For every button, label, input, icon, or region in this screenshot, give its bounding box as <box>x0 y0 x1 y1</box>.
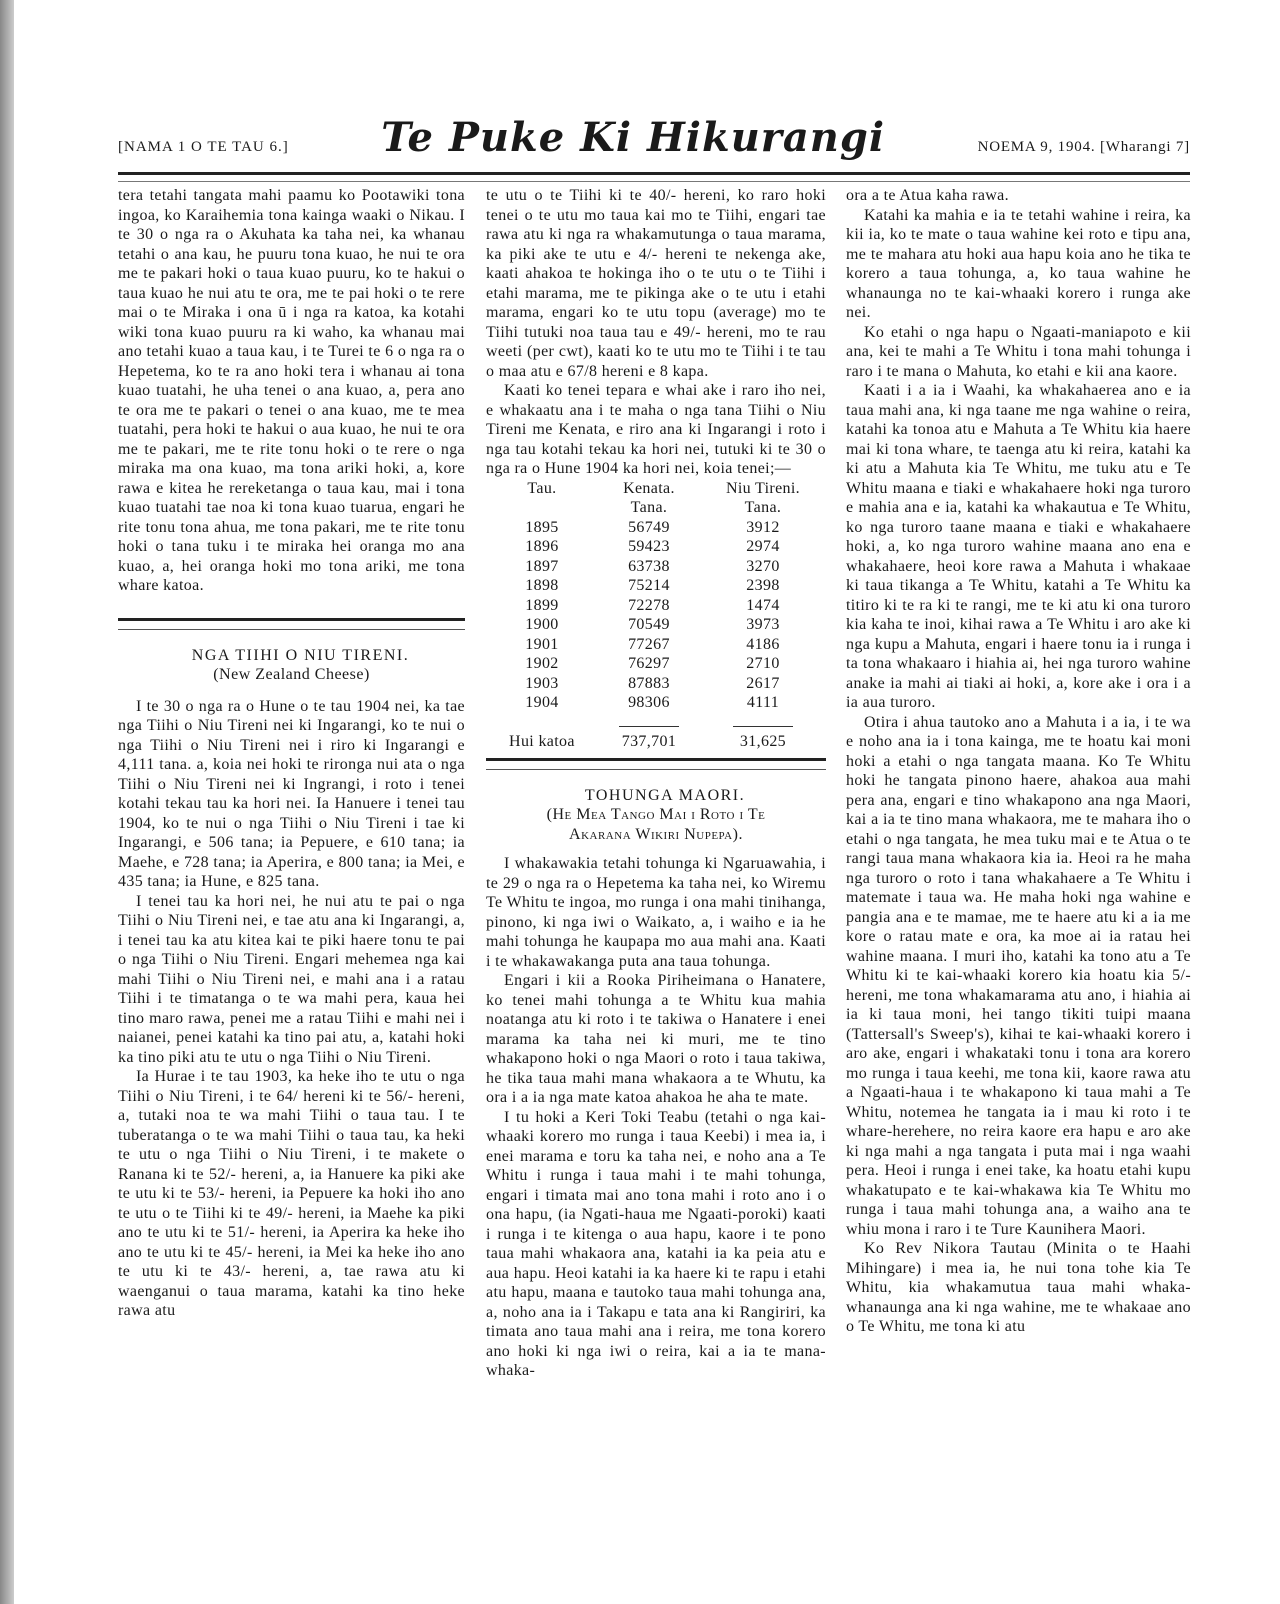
section-divider <box>486 758 826 770</box>
table-row <box>486 674 826 694</box>
canada-cell: 87883 <box>628 674 670 692</box>
column-header: Kenata. <box>623 479 675 497</box>
table-row <box>486 557 826 577</box>
column-header: Niu Tireni. <box>725 479 801 497</box>
table-row <box>486 635 826 655</box>
table-row <box>486 576 826 596</box>
nz-cell: 1474 <box>746 596 780 614</box>
nz-cell: 3270 <box>746 557 780 575</box>
paragraph: Ko Rev Nikora Tautau (Minita o te Haahi Mihingare) i mea ia, he nui tona tohe kia Te Whitu, kia whakamutua taua mahi whaka-whanaunga ana ki nga wahine, me te whakaae ano o Te Whitu, me tona ki atu <box>846 1240 1191 1335</box>
canada-cell: 75214 <box>628 577 670 594</box>
nz-cell: 4111 <box>746 694 780 711</box>
canada-cell: 76297 <box>628 655 670 672</box>
canada-cell: 77267 <box>628 635 670 653</box>
cheese-export-table <box>486 479 826 752</box>
issue-date <box>978 139 1190 168</box>
page-number: [Wharangi 7] <box>1100 139 1190 155</box>
total-canada: 737,701 <box>621 733 677 750</box>
year-cell: 1900 <box>525 616 559 633</box>
table-total-row <box>486 732 826 752</box>
paragraph: I tu hoki a Keri Toki Teabu (tetahi o nga kai-whaaki korero mo runga i taua Keebi) i mea ia, i enei marama e toru ka taha nei, e noho ana a Te Whitu i runga i taua mahi i te mahi tohunga, engari i timata mai ano tona mahi i roto ano i o ona hapu, (ia Ngati-haua me Ngaati-poroki) kaati i runga i te kitenga o aua hapu, kaore i te pono taua mahi whakaora ana, katahi ia ka peia atu e aua hapu. Heoi katahi ia ka haere ki te rapu i etahi atu hapu, maana e tautoko taua mahi tohunga ana, a, noho ana ia i Takapu e tata ana ki Rangiriri, ka timata ano taua mahi ana i reira, me tona korero ano hoki ki nga iwi o reira, kai a ia te mana-whaka- <box>486 1108 826 1379</box>
nz-cell: 2398 <box>746 577 780 594</box>
unit <box>486 498 598 518</box>
paragraph: Otira i ahua tautoko ano a Mahuta i a ia, i te wa e noho ana ia i tona kainga, me te hoatu kai moni hoki a etahi o nga tangata maana. Ko Te Whitu hoki he tangata pinono haere, ahakoa aua mahi pera ana, engari e tino whakapono ana nga Maori, kai a ia te tino mana whakaora, me te mahara iho o etahi o nga tangata, he mea tuku mai e te Atua o te rangi taua mana whakaora kia ia. Heoi ra he maha nga turoro o roto i tana whakahaere a Te Whitu i matemate i taua wa. He maha hoki nga wahine e pangia ana e te mamae, me te haere atu ki a ia me kore o ratau mate e ora, ka moe ai ia ratau hei wahine maana. I muri iho, katahi ka tono atu a Te Whitu ki te kai-whaaki korero kia hoatu kia 5/- hereni, me tona whakamarama atu ano, i hiahia ai ia ki taua moni, hei tango tikiti tuipi maana (Tattersall's Sweep's), kihai te kai-whaaki korero i aro ake, engari i whakataki tonu i tona ara korero mo runga i taua keehi, me tona kii, kaore rawa atu a Ngaati-haua i te whakapono ki taua mahi a Te Whitu, notemea he tangata ia i mau ki roto i te whare-herehere, no reira kaore era hapu e aro ake ki nga mahi a nga tangata i puta mai i nga waahi pera. Heoi i runga i enei take, ka hoatu etahi kupu whakatupato e te kai-whakawa kia Te Whitu mo runga i taua mahi tohunga ana, a waiho ana te whiu mona i raro i te Ture Kaunihera Maori. <box>846 713 1191 1238</box>
column-1 <box>118 186 465 1321</box>
article-continuation: tera tetahi tangata mahi paamu ko Pootawiki tona ingoa, ko Karaihemia tona kainga waaki o Nikau. I te 30 o nga ra o Akuhata ka taha nei, ka whanau tetahi o ana kau, he puuru tona kuao, he nui te ora me te pakari hoki o taua kuao puuru, ko te hakui o taua kuao he nui atu te ora, me te pai hoki o te rere mai o te Miraka i ona ū i nga ra katoa, ka kotahi wiki tona kuao puuru ra ki waho, ka whanau mai ano tetahi kuao a taua kau, i te Turei te 6 o nga ra o Hepetema, ko te ra ano hoki tera i whanau ai tona kuao tuatahi, he uha tenei o ana kuao, a, pera ano te ora me te pakari o tenei o ana kuao, me te mea tuatahi, pera hoki te hakui o aua kuao, he nui te ora me te pakari, me te rite tonu hoki o te rere o nga miraka ma ona kuao, ma tona ariki hoki, a, kore rawa e kitea he rereketanga o taua kau, mai i tona kuao tuatahi tae noa ki tona kuao tuarua, engari he rite tonu tona ahua, me tona pakari, me te rite tonu hoki o tana tuku i te miraka hei oranga mo ana kuao, a, hei oranga hoki mo tona ariki, me tona whare katoa. <box>118 187 465 594</box>
total-label: Hui katoa <box>509 733 575 750</box>
year-cell: 1899 <box>525 596 559 614</box>
paragraph: te utu o te Tiihi ki te 40/- hereni, ko raro hoki tenei o te utu mo taua kai mo te Tiihi, engari tae rawa atu ki nga ra whakamutunga o taua marama, ka piki ake te utu e 4/- hereni te nekenga ake, kaati ahakoa te hokinga iho o te utu o te Tiihi i etahi marama, me te pikinga ake o te utu i etahi marama, engari ko te utu topu (average) mo te Tiihi tutuki noa taua tau e 49/- hereni, mo te rau weeti (per cwt), kaati ko te utu mo te Tiihi i te tau o maa atu e 67/8 hereni e 8 kapa. <box>486 187 826 380</box>
unit: Tana. <box>744 499 782 516</box>
paragraph: ora a te Atua kaha rawa. <box>846 187 1009 204</box>
page-edge <box>0 0 14 1604</box>
nz-cell: 2617 <box>746 674 780 692</box>
year-cell: 1898 <box>525 577 559 594</box>
paragraph: Kaati ko tenei tepara e whai ake i raro iho nei, e whakaatu ana i te maha o nga tana Tiihi o Niu Tireni me Kenata, e riro ana ki Ingarangi i roto i nga tau kotahi tekau ka hori nei, tutuki ki te 30 o nga ra o Hune 1904 ka hori nei, koia tenei;— <box>486 382 826 477</box>
paragraph: Ia Hurae i te tau 1903, ka heke iho te utu o nga Tiihi o Niu Tireni, i te 64/ hereni ki te 56/- hereni, a, tutaki noa te wa mahi Tiihi o taua tau. I te tuberatanga o te wa mahi Tiihi o taua tau, ka heki te utu o nga Tiihi o Niu Tireni, i te makete o Ranana ki te 52/- hereni, a, ia Hanuere ka piki ake te utu ki te 53/- hereni, ia Pepuere ka hoki iho ano te utu o te Tiihi ki te 49/- hereni, ia Maehe ka piki ano te utu ki te 51/- hereni, ia Aperira ka heke iho ano te utu ki te 45/- hereni, ia Mei ka heke iho ano te utu ki te 43/- hereni, a, tae rawa atu ki waenganui o taua marama, katahi ka tino heke rawa atu <box>118 1068 465 1319</box>
column-2 <box>486 186 826 1381</box>
year-cell: 1895 <box>525 518 559 536</box>
article-subheading: (He Mea Tango Mai i Roto i Te Akarana Wikiri Nupepa). <box>546 806 766 843</box>
paragraph: Katahi ka mahia e ia te tetahi wahine i reira, ka kii ia, ko te mate o taua wahine kei roto e tipu ana, me te mahara atu hoki aua hapu koia ano he tika te korero a taua tohunga, a, ko taua wahine he whanaunga no te kai-whaaki korero i runga ake nei. <box>846 206 1191 321</box>
canada-cell: 72278 <box>628 596 670 614</box>
canada-cell: 56749 <box>628 518 670 536</box>
paragraph: Ko etahi o nga hapu o Ngaati-maniapoto e kii ana, kei te mahi a Te Whitu i tona mahi tohunga i raro i te mana o Mahuta, ko etahi e kii ana kaore. <box>846 323 1191 380</box>
year-cell: 1896 <box>525 538 559 555</box>
nz-cell: 2974 <box>746 538 780 555</box>
table-unit-row <box>486 498 826 518</box>
paragraph: Kaati i a ia i Waahi, ka whakahaerea ano e ia taua mahi ana, ki nga taane me nga wahine o reira, katahi ka tonoa atu e Mahuta a Te Whitu kia haere mai ki tona whare, te taenga atu ki reira, katahi ka ki atu a Mahuta kia Te Whitu, me tuku atu e Te Whitu maana e tiaki e whakahaere hoki nga turoro e mahia ana e ia, katahi ka whakautua e Te Whitu, ko nga turoro taane maana e tiaki e whakahaere hoki, a, ko nga turoro wahine maana ano ena e whakahaere, heoi kore rawa a Mahuta i whakaae ki taua tikanga a Te Whitu, katahi a Te Whitu ka titiro ki te ra ki te rangi, me te ki atu ki ona turoro kia kaha te inoi, kihai rawa a Te Whitu i aro ake ki nga kupu a Mahuta, engari i haere tonu ia i runga i ta tona whakaaro i hiahia ai, hei nga turoro wahine anake ia mahi ai tiaki ai hoki, a, kore ake i ora i a ia aua turoro. <box>846 382 1191 711</box>
article-subheading: (New Zealand Cheese) <box>213 666 370 683</box>
table-header-row <box>486 479 826 499</box>
paragraph: I te 30 o nga ra o Hune o te tau 1904 nei, ka tae nga Tiihi o Niu Tireni nei ki Ingarangi, ko te nui o nga Tiihi o Niu Tireni nei i riro ki Ingarangi e 4,111 tana. a, koia nei hoki te rironga nui ata o nga Tiihi o Niu Tireni nei ki Ingrangi, i roto i tenei kotahi tekau tau ka hori nei. Ia Hanuere i tenei tau 1904, ko te nui o nga Tiihi o Niu Tireni i tae ki Ingarangi, e 506 tana; ia Pepuere, e 610 tana; ia Maehe, e 728 tana; ia Aperira, e 800 tana; ia Mei, e 435 tana; ia Hune, e 825 tana. <box>118 697 465 890</box>
date: NOEMA 9, 1904. <box>977 139 1096 155</box>
year-cell: 1897 <box>525 557 559 575</box>
table-row <box>486 693 826 713</box>
nz-cell: 3912 <box>746 518 780 536</box>
column-header: Tau. <box>527 479 557 497</box>
issue-number: [NAMA 1 O TE TAU 6.] <box>118 139 289 155</box>
canada-cell: 70549 <box>628 616 670 633</box>
year-cell: 1904 <box>525 694 559 711</box>
year-cell: 1902 <box>525 655 559 672</box>
nz-cell: 2710 <box>746 655 780 672</box>
paragraph: I tenei tau ka hori nei, he nui atu te pai o nga Tiihi o Niu Tireni nei, e tae atu ana ki Ingarangi, a, i tenei tau ka atu kitea kai te piki haere tonu te pai o nga Tiihi o Niu Tireni. Engari mehemea nga kai mahi Tiihi o Niu Tireni nei, e mahi ana i a ratau Tiihi i te timatanga o te wa mahi pera, kaua hei tino maro rawa, penei me a ratau Tiihi e mahi nei i naianei, penei katahi ka tino pai atu, a, katahi hoki ka tino piki atu te utu o nga Tiihi o Niu Tireni. <box>118 892 465 1066</box>
column-3 <box>846 186 1191 1337</box>
year-cell: 1903 <box>525 674 559 692</box>
canada-cell: 63738 <box>628 557 670 575</box>
header-rule-thin <box>118 181 1190 182</box>
table-row <box>486 596 826 616</box>
paragraph: Engari i kii a Rooka Piriheimana o Hanatere, ko tenei mahi tohunga a te Whitu kua mahia noatanga atu ki roto i te takiwa o Hanatere i enei marama ka taha nei ki muri, me te tino whakapono hoki o nga Maori o roto i taua takiwa, he tika taua mahi mana whakaora a te Whutu, ka ora i a ia nga mate katoa ahakoa he aha te mate. <box>486 972 826 1106</box>
total-nz: 31,625 <box>739 733 787 750</box>
header-rule <box>118 172 1190 175</box>
table-row <box>486 537 826 557</box>
paragraph: I whakawakia tetahi tohunga ki Ngaruawahia, i te 29 o nga ra o Hepetema ka taha nei, ko Wiremu Te Whitu te ingoa, mo runga i ona mahi tinihanga, pinono, ki nga iwi o Waikato, a, i waiho e ia he mahi tohunga he kaupapa mo aua mahi ana. Kaati i te whakawakanga puta ana taua tohunga. <box>486 855 826 970</box>
masthead <box>118 96 1190 168</box>
article-heading: NGA TIIHI O NIU TIRENI. <box>191 646 410 664</box>
table-row <box>486 615 826 635</box>
year-cell: 1901 <box>525 635 559 653</box>
total-rule-row <box>486 713 826 733</box>
nz-cell: 4186 <box>746 635 780 653</box>
table-row <box>486 518 826 538</box>
canada-cell: 98306 <box>628 694 670 711</box>
table-row <box>486 654 826 674</box>
nz-cell: 3973 <box>746 616 780 633</box>
unit: Tana. <box>630 499 668 516</box>
canada-cell: 59423 <box>628 538 670 555</box>
masthead-title: Te Puke Ki Hikurangi <box>381 114 886 161</box>
section-divider <box>118 618 465 630</box>
article-heading: TOHUNGA MAORI. <box>584 786 746 804</box>
